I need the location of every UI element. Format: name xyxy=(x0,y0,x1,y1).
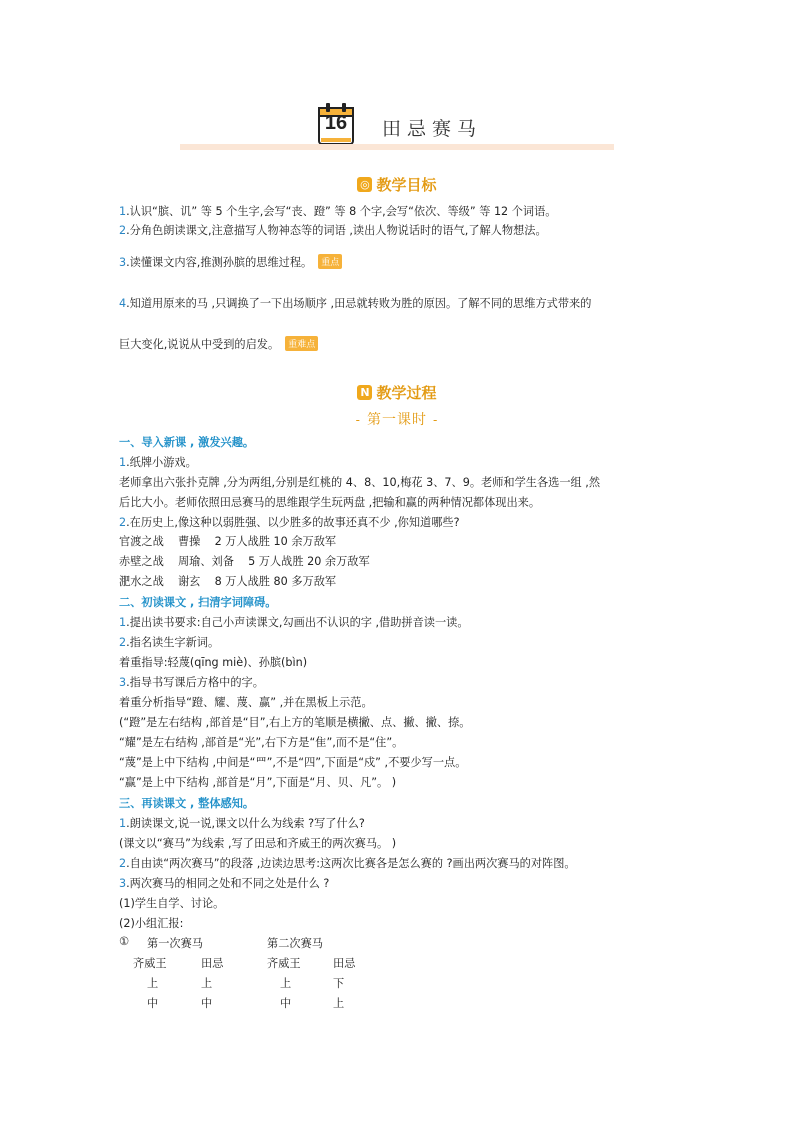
text-line: 着重指导:轻蔑(qīng miè)、孙膑(bìn) xyxy=(119,656,308,669)
table-cell: 中 xyxy=(201,997,213,1010)
table-marker: ① xyxy=(119,935,130,948)
goal-item: 3.读懂课文内容,推测孙膑的思维过程。 重点 xyxy=(119,254,342,270)
process-title: 教学过程 xyxy=(376,384,437,402)
table-cell: 上 xyxy=(201,977,213,990)
table-cell: 上 xyxy=(333,997,345,1010)
goal-item: 4.知道用原来的马 ,只调换了一下出场顺序 ,田忌就转败为胜的原因。了解不同的思维方式带来的 xyxy=(119,297,592,310)
section-heading: 一、导入新课 , 激发兴趣。 xyxy=(119,436,255,449)
process-section-header xyxy=(0,381,794,403)
process-icon: N xyxy=(357,385,372,400)
text-line: “蔑”是上中下结构 ,中间是“罒”,不是“四”,下面是“戍” ,不要少写一点。 xyxy=(119,756,467,769)
goal-item: 1.认识“膑、讥” 等 5 个生字,会写“丧、蹬” 等 8 个字,会写“依次、等级” 等 12 个词语。 xyxy=(119,205,557,218)
lesson-period-title: - 第一课时 - xyxy=(355,412,439,428)
text-line: (“蹬”是左右结构 ,部首是“目”,右上方的笔顺是横撇、点、撇、撇、捺。 xyxy=(119,716,471,729)
text-line: 老师拿出六张扑克牌 ,分为两组,分别是红桃的 4、8、10,梅花 3、7、9。老师和学生各选一组 ,然 xyxy=(119,476,601,489)
text-line: (1)学生自学、讨论。 xyxy=(119,897,225,910)
table-cell: 上 xyxy=(280,977,292,990)
text-line: 赤壁之战 周瑜、刘备 5 万人战胜 20 余万敌军 xyxy=(119,555,370,568)
table-header: 齐威王 xyxy=(267,957,301,970)
section-heading: 二、初读课文 , 扫清字词障碍。 xyxy=(119,596,277,609)
goals-title: 教学目标 xyxy=(376,176,437,194)
text-line: (2)小组汇报: xyxy=(119,917,184,930)
text-line: “耀”是左右结构 ,部首是“光”,右下方是“隹”,而不是“住”。 xyxy=(119,736,404,749)
section-heading: 三、再读课文 , 整体感知。 xyxy=(119,797,255,810)
text-line: 官渡之战 曹操 2 万人战胜 10 余万敌军 xyxy=(119,535,337,548)
text-line: 2.自由读“两次赛马”的段落 ,边读边思考:这两次比赛各是怎么赛的 ?画出两次赛马的对阵图。 xyxy=(119,857,576,870)
text-line: “赢”是上中下结构 ,部首是“月”,下面是“月、贝、凡”。 ) xyxy=(119,776,397,789)
text-line: 3.两次赛马的相同之处和不同之处是什么 ? xyxy=(119,877,330,890)
goals-section-header xyxy=(0,173,794,195)
lesson-header xyxy=(180,100,614,152)
text-line: 2.指名读生字新词。 xyxy=(119,636,220,649)
text-line: 1.朗读课文,说一说,课文以什么为线索 ?写了什么? xyxy=(119,817,365,830)
table-cell: 上 xyxy=(147,977,159,990)
table-header: 田忌 xyxy=(201,957,224,970)
text-line: 1.纸牌小游戏。 xyxy=(119,456,197,469)
table-cell: 中 xyxy=(147,997,159,1010)
key-point-badge: 重点 xyxy=(318,254,342,269)
lesson-title: 田忌赛马 xyxy=(382,118,483,140)
difficult-point-badge: 重难点 xyxy=(285,336,318,351)
text-line: 着重分析指导“蹬、耀、蔑、赢” ,并在黑板上示范。 xyxy=(119,696,373,709)
lesson-number: 16 xyxy=(324,112,348,134)
target-icon: ◎ xyxy=(357,177,372,192)
table-header: 齐威王 xyxy=(133,957,167,970)
text-line: 淝水之战 谢玄 8 万人战胜 80 多万敌军 xyxy=(119,575,337,588)
text-line: 3.指导书写课后方格中的字。 xyxy=(119,676,264,689)
table-cell: 中 xyxy=(280,997,292,1010)
table-cell: 下 xyxy=(333,977,345,990)
text-line: 1.提出读书要求:自己小声读课文,勾画出不认识的字 ,借助拼音读一读。 xyxy=(119,616,469,629)
goal-item: 2.分角色朗读课文,注意描写人物神态等的词语 ,读出人物说话时的语气,了解人物想法。 xyxy=(119,224,547,237)
text-line: 2.在历史上,像这种以弱胜强、以少胜多的故事还真不少 ,你知道哪些? xyxy=(119,516,460,529)
header-divider xyxy=(180,144,614,150)
text-line: (课文以“赛马”为线索 ,写了田忌和齐威王的两次赛马。 ) xyxy=(119,837,397,850)
race2-heading: 第二次赛马 xyxy=(267,937,323,950)
race1-heading: 第一次赛马 xyxy=(147,937,203,950)
table-header: 田忌 xyxy=(333,957,356,970)
text-line: 后比大小。老师依照田忌赛马的思维跟学生玩两盘 ,把输和赢的两种情况都体现出来。 xyxy=(119,496,541,509)
goal-item: 巨大变化,说说从中受到的启发。 重难点 xyxy=(119,336,318,352)
